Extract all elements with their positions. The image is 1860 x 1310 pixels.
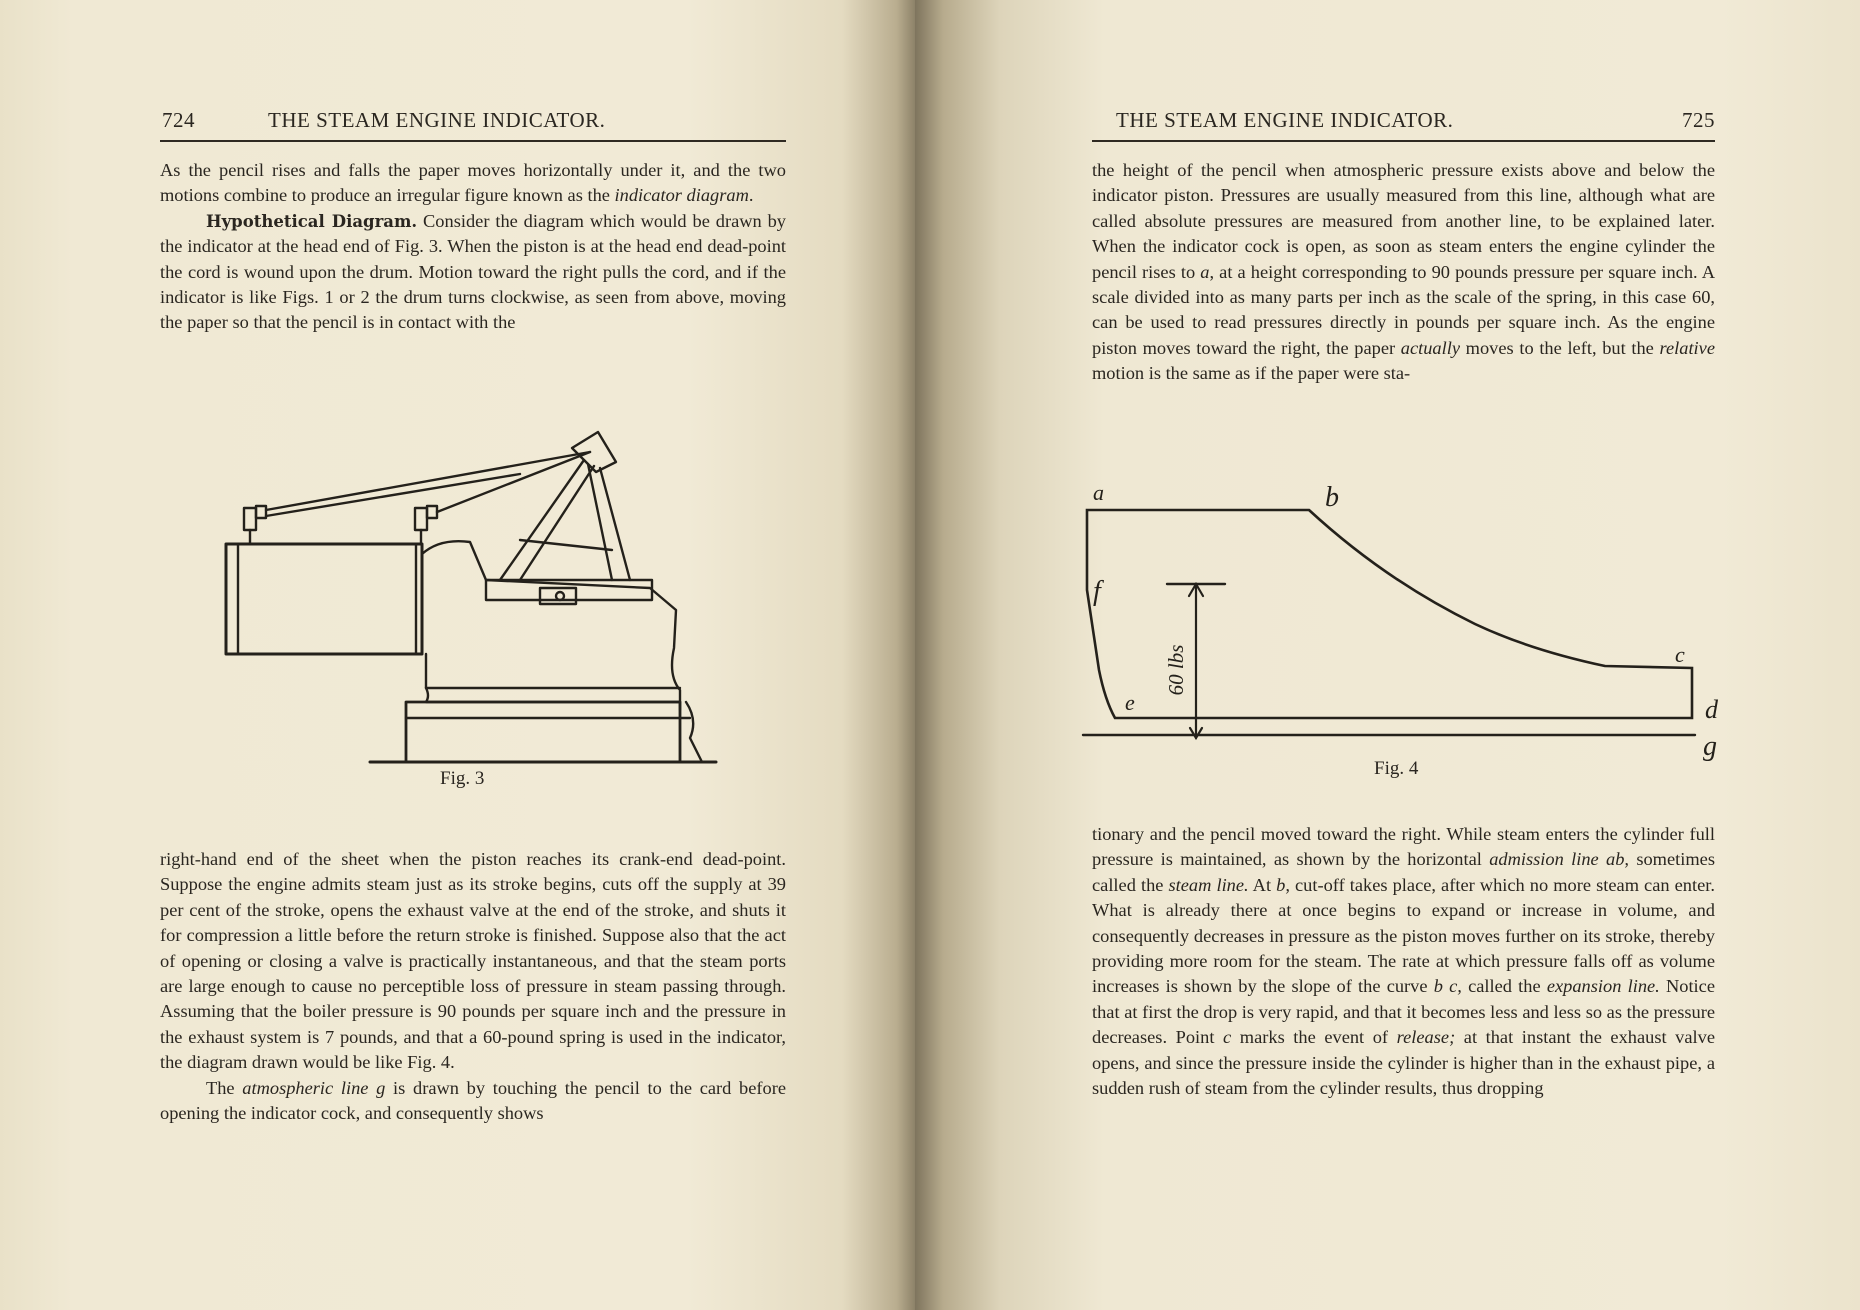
label-b: b — [1325, 482, 1339, 513]
right-text-top — [1092, 158, 1715, 387]
label-c: c — [1675, 642, 1685, 667]
right-page-number: 725 — [1682, 108, 1715, 132]
section-heading-hypothetical-diagram: Hypothetical Diagram. — [206, 211, 418, 231]
emphasis-atmospheric-line: atmospheric line g — [242, 1077, 386, 1098]
left-page — [0, 0, 915, 1310]
figure-4-indicator-diagram — [915, 470, 1860, 770]
right-running-head — [1092, 106, 1715, 142]
left-text-bottom — [160, 847, 786, 1126]
left-running-title: THE STEAM ENGINE INDICATOR. — [268, 108, 606, 132]
right-running-title: THE STEAM ENGINE INDICATOR. — [1116, 108, 1454, 132]
figure-4-caption: Fig. 4 — [1374, 758, 1419, 779]
right-paragraph-2: tionary and the pencil moved toward the right. While steam enters the cylinder full pressure is maintained, as shown by the horizontal admission line ab, sometimes called the steam line. At b, cut-off takes place, after which no more steam can enter. What is already there at once begins to expand or increase in volume, and consequently decreases in pressure as the piston moves further on its stroke, thereby providing more room for the steam. The rate at which pressure falls off as volume increases is shown by the slope of the curve b c, called the expansion line. Notice that at first the drop is very rapid, and that it becomes less and less so as the pressure decreases. Point c marks the event of release; at that instant the exhaust valve opens, and since the pressure inside the cylinder is higher than in the exhaust pipe, a sudden rush of steam from the cylinder results, thus dropping — [1092, 824, 1716, 1099]
left-text-top — [160, 158, 786, 336]
scale-label: 60 lbs — [1164, 644, 1188, 696]
left-paragraph-2: Hypothetical Diagram. Consider the diagram which would be drawn by the indicator at the head end of Fig. 3. When the piston is at the head end dead-point the cord is wound upon the drum. Motion toward the right pulls the cord, and if the indicator is like Figs. 1 or 2 the drum turns clockwise, as seen from above, moving the paper so that the pencil is in contact with the — [160, 210, 786, 333]
right-paragraph-1: the height of the pencil when atmospheric pressure exists above and below the indicator piston. Pressures are usually measured from this line, although what are called absolute pressures are measured from another line, to be explained later. When the indicator cock is open, as soon as steam enters the engine cylinder the pencil rises to a, at a height corresponding to 90 pounds pressure per square inch. A scale divided into as many parts per inch as the scale of the spring, in this case 60, can be used to read pressures directly in pounds per square inch. As the engine piston moves toward the right, the paper actually moves to the left, but the relative motion is the same as if the paper were sta- — [1092, 160, 1715, 384]
figure-3-caption: Fig. 3 — [440, 768, 485, 789]
label-f: f — [1093, 576, 1101, 607]
right-text-bottom — [1092, 822, 1715, 1101]
emphasis-indicator-diagram: indicator diagram — [614, 185, 749, 206]
label-a: a — [1093, 480, 1104, 505]
label-g: g — [1703, 731, 1717, 762]
left-paragraph-1: As the pencil rises and falls the paper moves horizontally under it, and the two motions combine to produce an irregular figure known as the indicator diagram. — [160, 160, 786, 206]
left-paragraph-4: The atmospheric line g is drawn by touching the pencil to the card before opening the indicator cock, and consequently shows — [160, 1077, 786, 1124]
left-page-number: 724 — [162, 108, 195, 132]
left-paragraph-3: right-hand end of the sheet when the piston reaches its crank-end dead-point. Suppose the engine admits steam just as its stroke begins, cuts off the supply at 39 per cent of the stroke, opens the exhaust valve at the end of the stroke, and shuts it for compression a little before the return stroke is finished. Suppose also that the act of opening or closing a valve is practically instantaneous, and that the steam ports are large enough to cause no perceptible loss of pressure in steam passing through. Assuming that the boiler pressure is 90 pounds per square inch and the pressure in the exhaust system is 7 pounds, and that a 60-pound spring is used in the indicator, the diagram drawn would be like Fig. 4. — [160, 849, 786, 1073]
right-page — [915, 0, 1860, 1310]
label-e: e — [1125, 690, 1135, 715]
left-running-head — [160, 106, 786, 142]
label-d: d — [1705, 695, 1718, 724]
